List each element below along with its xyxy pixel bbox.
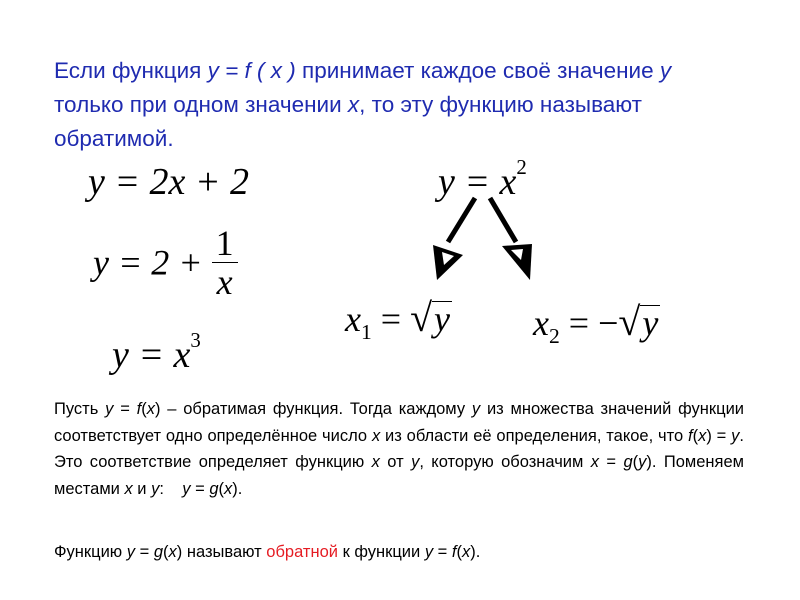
text: = [113,400,137,418]
text: ). [470,543,481,561]
text: = [135,543,154,561]
fraction-numerator: 1 [212,224,238,263]
text: = [433,543,452,561]
arrow-left-icon [433,198,475,280]
text: ( [692,426,699,445]
var: y [424,543,434,561]
headline-var-x: x [347,92,360,117]
var: y [105,400,114,418]
text: ( [163,543,169,561]
var: x [371,453,380,471]
text: , которую обозначим [419,453,591,471]
text: от [379,453,412,471]
root-positive-var: x [345,299,361,339]
root-negative-sub: 2 [548,323,560,348]
text: из области её определения, такое, что [380,426,688,445]
highlight-term: обратной [266,543,338,561]
headline-text: Если функция [54,58,208,83]
var: x [590,453,600,471]
var: y [731,426,740,445]
fraction [212,224,238,301]
equation-linear [88,160,249,204]
var: x [124,479,133,498]
var: y [182,479,191,498]
root-negative-eq: = − [559,303,619,343]
text: ). [232,479,243,498]
var: x [224,479,233,498]
text: ( [456,543,462,561]
text: ( [632,453,639,471]
text: из множества значений функции соответствует одно определённое число [54,400,745,445]
equation-square-base: y = x [438,161,517,203]
equation-linear-text: y = 2x + 2 [88,161,250,203]
headline-var-y: y [659,58,672,83]
text: ) – обратимая функция. Тогда каждому [154,400,472,418]
sqrt-sign-icon: √ [618,299,641,344]
var: g [153,543,164,561]
var: g [209,479,219,498]
text: ( [218,479,225,498]
text: Функцию [54,543,127,561]
root-positive [345,294,452,344]
branch-arrows [420,190,560,290]
var: x [698,426,707,445]
equation-hyperbola [93,224,238,301]
var: y [151,479,160,498]
text: ) называют [176,543,267,561]
headline-formula: y = f ( x ) [207,58,296,83]
var: y [411,453,420,471]
var: x [168,543,177,561]
text: ( [141,400,147,418]
equation-cubic [112,328,201,377]
definition-headline [54,54,694,156]
text: . Это соответствие определяет функцию [54,426,745,471]
var: f [136,400,142,418]
text: к функции [337,543,425,561]
equation-cubic-exponent: 3 [190,328,201,353]
root-positive-eq: = [371,299,411,339]
arrow-right-icon [490,198,532,280]
var: x [146,400,155,418]
equation-cubic-base: y = x [112,334,191,376]
root-negative-radicand: y [642,303,659,343]
text: = [599,453,624,471]
root-positive-sub: 1 [360,319,372,344]
var: g [623,453,633,471]
var: f [451,543,457,561]
conclusion-line [54,539,744,565]
var: x [371,426,381,445]
text: : [159,479,183,498]
var: y [638,453,647,471]
var: f [688,426,693,445]
root-negative-var: x [533,303,549,343]
var: y [126,543,136,561]
headline-text: только при одном значении [54,92,348,117]
headline-text: принимает каждое своё значение [295,58,660,83]
text: = [190,479,210,498]
var: y [471,400,481,418]
text: ) = [706,426,732,445]
sqrt-sign-icon: √ [410,295,433,340]
var: x [461,543,471,561]
root-negative [533,298,660,348]
equation-square-exponent: 2 [516,155,527,180]
root-positive-radicand: y [434,299,451,339]
text: и [132,479,152,498]
fraction-denominator: x [216,262,233,302]
equation-hyperbola-left: y = 2 + [93,242,212,283]
explanation-paragraph [54,396,744,502]
headline-text: , то эту функцию называют обратимой. [54,92,642,151]
text: Пусть [54,400,106,418]
text: ). Поменяем местами [54,453,744,498]
